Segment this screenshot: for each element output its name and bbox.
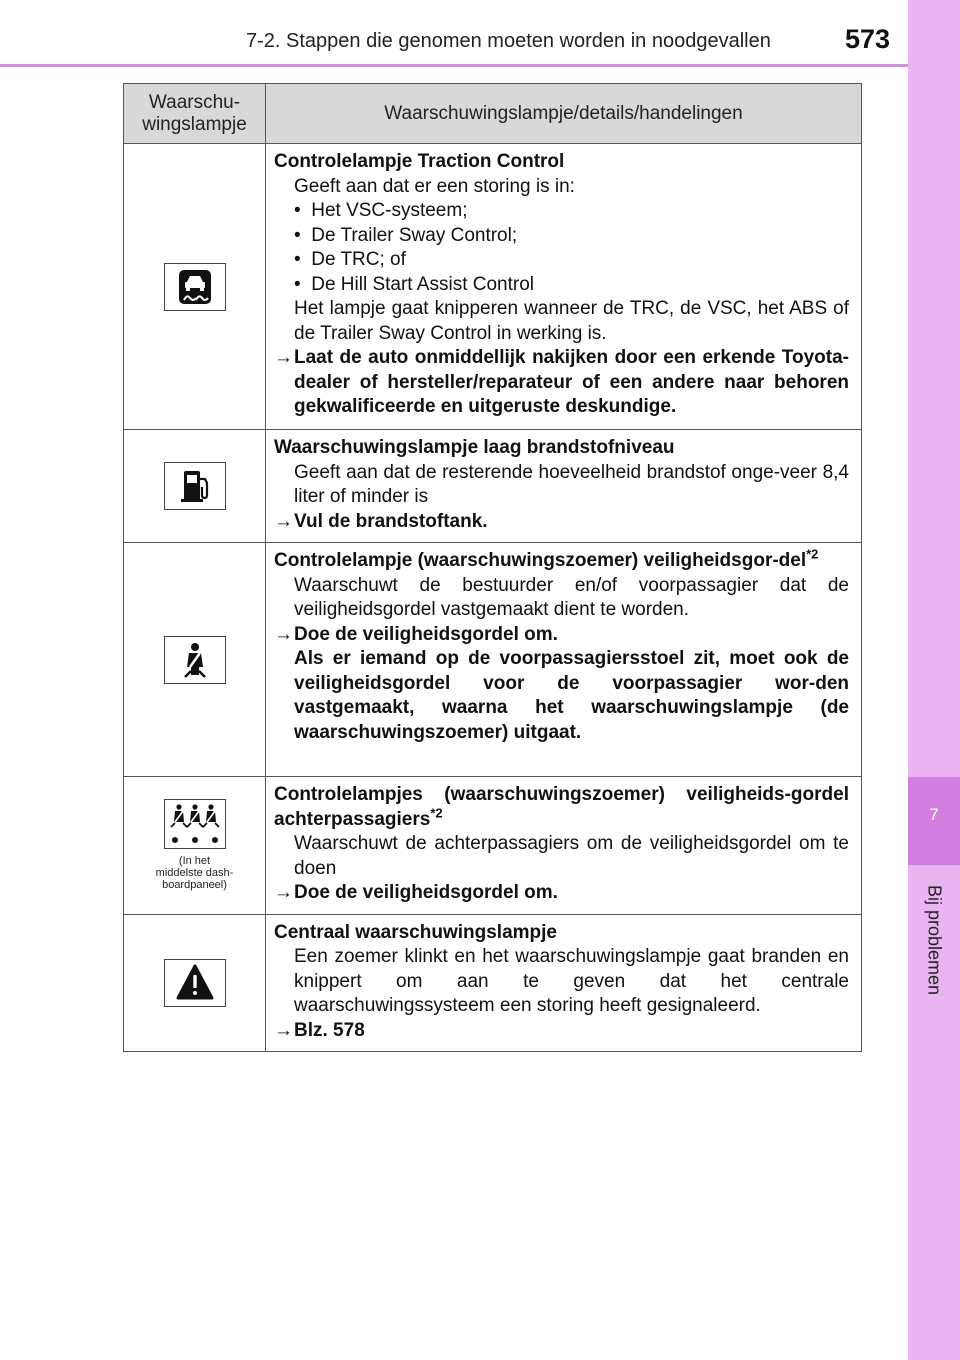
icon-cell (124, 914, 266, 1052)
warning-description: Waarschuwt de achterpassagiers om de veiligheidsgordel om te doen (294, 833, 849, 879)
running-header-title: 7-2. Stappen die genomen moeten worden in noodgevallen (246, 30, 771, 52)
warning-title (274, 783, 849, 832)
arrow-icon: → (274, 882, 293, 903)
bullet-text: De TRC; of (311, 249, 406, 270)
action-text: Doe de veiligheidsgordel om. (294, 882, 558, 903)
table-row (124, 543, 862, 777)
icon-cell (124, 777, 266, 915)
chapter-side-tab (908, 0, 960, 1360)
bullet-text: De Hill Start Assist Control (311, 273, 535, 295)
chapter-label: Bij problemen (924, 884, 945, 996)
description-cell (266, 430, 862, 543)
arrow-icon: → (274, 347, 293, 368)
warning-description: Geeft aan dat de resterende hoeveelheid brandstof onge-veer 8,4 liter of minder is (294, 461, 849, 507)
warning-title: Waarschuwingslampje laag brandstofniveau (274, 437, 675, 458)
bullet-icon: • (294, 200, 301, 221)
warning-action (274, 1019, 849, 1044)
column-header-warning-light (124, 84, 266, 144)
warning-lights-table (123, 83, 862, 1052)
arrow-icon: → (274, 510, 293, 532)
header-divider (0, 64, 908, 67)
icon-cell (124, 144, 266, 430)
footnote-marker: *2 (430, 805, 443, 821)
table-row (124, 914, 862, 1052)
warning-title: Controlelampje Traction Control (274, 151, 565, 172)
bullet-item (274, 199, 849, 224)
title-text: Controlelampjes (waarschuwingszoemer) veiligheids-gordel achterpassagiers (274, 784, 849, 830)
icon-cell (124, 430, 266, 543)
action-text: Blz. 578 (294, 1019, 365, 1041)
bullet-icon: • (294, 224, 301, 246)
bullet-text: De Trailer Sway Control; (311, 224, 518, 246)
footnote-marker: *2 (806, 546, 819, 562)
warning-action (274, 881, 849, 906)
action-text: Laat de auto onmiddellijk nakijken door een erkende Toyota-dealer of hersteller/reparateur of een andere naar behoren gekwalificeerde en uitgeruste deskundige. (294, 347, 849, 417)
description-cell (266, 914, 862, 1052)
column-header-line: Waarschu- (148, 91, 241, 113)
bullet-item (274, 248, 849, 273)
description-cell (266, 543, 862, 777)
master-warning-icon (164, 959, 226, 1007)
warning-description: Waarschuwt de bestuurder en/of voorpassagier dat de veiligheidsgordel vastgemaakt dient te worden. (294, 574, 849, 620)
bullet-icon: • (294, 273, 301, 295)
table-row (124, 430, 862, 543)
warning-title: Centraal waarschuwingslampje (274, 921, 557, 943)
column-header-line: wingslampje (142, 113, 247, 135)
table-row (124, 144, 862, 430)
traction-control-icon (164, 263, 226, 311)
bullet-item (274, 224, 849, 249)
chapter-number: 7 (929, 805, 939, 824)
fuel-pump-icon (164, 462, 226, 510)
arrow-icon: → (274, 1019, 293, 1041)
seatbelt-icon (164, 636, 226, 684)
caption-line: boardpaneel) (162, 879, 227, 892)
table-row (124, 777, 862, 915)
warning-note: Het lampje gaat knipperen wanneer de TRC, de VSC, het ABS of de Trailer Sway Control in werking is. (294, 298, 849, 344)
warning-intro: Geeft aan dat er een storing is in: (294, 175, 575, 197)
warning-action (274, 510, 849, 535)
caption-line: middelste dash- (155, 867, 234, 880)
page-number: 573 (845, 24, 891, 54)
warning-action (274, 346, 849, 420)
description-cell (266, 777, 862, 915)
action-detail: Als er iemand op de voorpassagiersstoel zit, moet ook de veiligheidsgordel voor de voorpassagier wor-den vastgemaakt, waarna het waarschuwingslampje (de waarschuwingszoemer) uitgaat. (294, 648, 849, 743)
bullet-icon: • (294, 249, 301, 270)
description-cell (266, 144, 862, 430)
rear-seatbelts-icon (164, 799, 226, 849)
column-header-details: Waarschuwingslampje/details/handelingen (266, 84, 862, 144)
caption-line: (In het (178, 855, 211, 868)
action-text: Doe de veiligheidsgordel om. (294, 623, 558, 645)
warning-description: Een zoemer klinkt en het waarschuwingslampje gaat branden en knippert om aan te geven dat het centrale waarschuwingssysteem een storing heeft gesignaleerd. (294, 946, 849, 1016)
icon-caption (124, 855, 265, 891)
arrow-icon: → (274, 623, 293, 645)
title-text: Controlelampje (waarschuwingszoemer) veiligheidsgor-del (274, 550, 807, 571)
bullet-text: Het VSC-systeem; (311, 200, 468, 221)
table-header-row (124, 84, 862, 144)
action-text: Vul de brandstoftank. (294, 510, 488, 532)
bullet-item (274, 273, 849, 298)
warning-title (274, 546, 849, 574)
icon-cell (124, 543, 266, 777)
warning-action (274, 623, 849, 648)
